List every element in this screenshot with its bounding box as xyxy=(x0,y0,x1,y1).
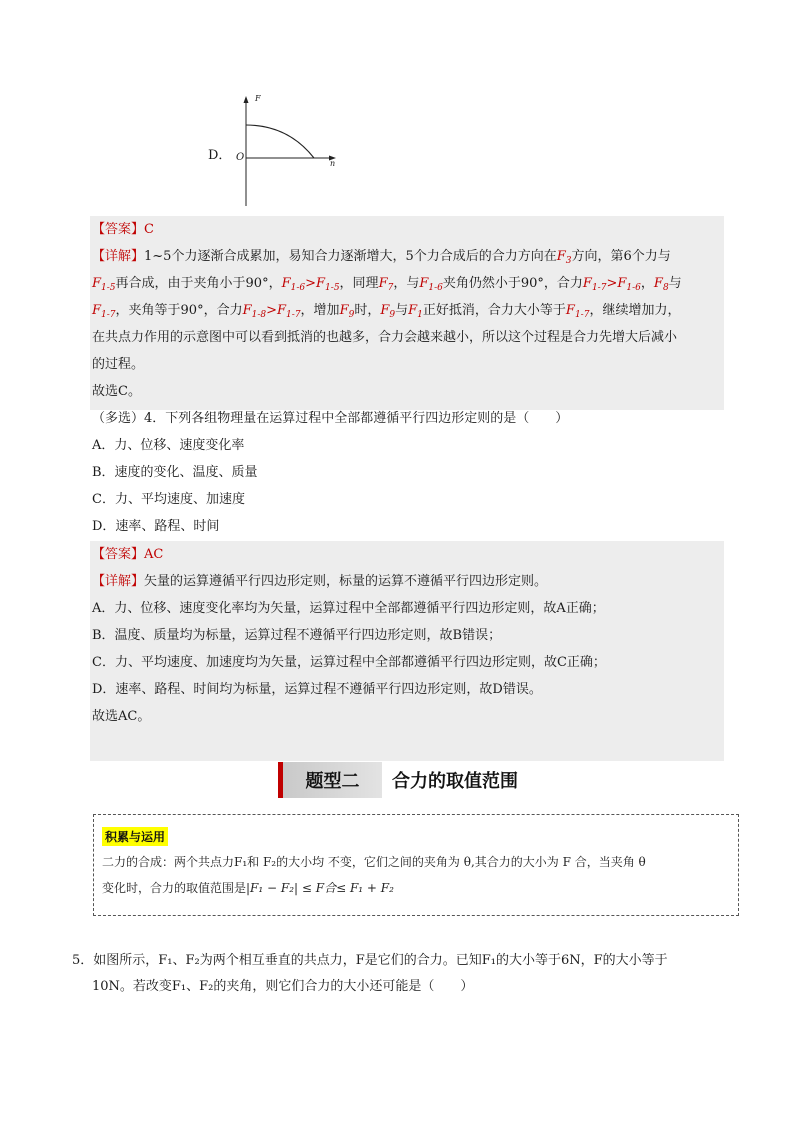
q4-detail-a: A．力、位移、速度变化率均为矢量，运算过程中全部都遵循平行四边形定则，故A正确； xyxy=(92,601,605,616)
axis-y-label: F xyxy=(255,94,261,103)
tip-line-2: 变化时，合力的取值范围是|F₁ − F₂| ≤ F合≤ F₁ + F₂ xyxy=(102,881,394,895)
q4-conclusion: 故选AC。 xyxy=(92,709,151,724)
answer-line: 【答案】C xyxy=(92,222,154,237)
option-label: D． xyxy=(208,148,232,163)
detail-line-3: $F_{1-7}$，夹角等于90°，合力$F_{1-8}>F_{1-7}$，增加$F_9$时，$F_9$与$F_1$正好抵消，合力大小等于$F_{1-7}$，继续增加力， xyxy=(92,303,681,320)
origin-label: O xyxy=(236,152,245,163)
q4-option-a: A．力、位移、速度变化率 xyxy=(92,438,245,453)
q4-detail-d: D．速率、路程、时间均为标量，运算过程不遵循平行四边形定则，故D错误。 xyxy=(92,682,542,697)
q4-detail-b: B．温度、质量均为标量，运算过程不遵循平行四边形定则，故B错误； xyxy=(92,628,502,643)
q4-option-b: B．速度的变化、温度、质量 xyxy=(92,465,258,480)
section-tag: 题型二 xyxy=(278,762,382,798)
tip-tag: 积累与运用 xyxy=(102,827,168,846)
detail-line-5: 的过程。 xyxy=(92,357,145,372)
force-graph xyxy=(228,92,340,210)
q4-option-c: C．力、平均速度、加速度 xyxy=(92,492,245,507)
q4-detail-c: C．力、平均速度、加速度均为矢量，运算过程中全部都遵循平行四边形定则，故C正确； xyxy=(92,655,606,670)
q5-line-2: 10N。若改变F₁、F₂的夹角，则它们合力的大小还可能是（ ） xyxy=(92,979,474,994)
range-formula: |F₁ − F₂| ≤ F合≤ F₁ + F₂ xyxy=(246,881,394,895)
detail-line-4: 在共点力作用的示意图中可以看到抵消的也越多，合力会越来越小，所以这个过程是合力先增大后减小 xyxy=(92,330,678,345)
q4-detail-line: 【详解】矢量的运算遵循平行四边形定则，标量的运算不遵循平行四边形定则。 xyxy=(92,574,548,589)
section-title: 合力的取值范围 xyxy=(392,771,518,792)
curve xyxy=(246,125,314,158)
section-banner xyxy=(278,762,518,798)
q4-option-d: D．速率、路程、时间 xyxy=(92,519,220,534)
q3-conclusion: 故选C。 xyxy=(92,384,141,399)
q4-stem: （多选）4．下列各组物理量在运算过程中全部都遵循平行四边形定则的是（ ） xyxy=(92,411,569,426)
q4-answer-line: 【答案】AC xyxy=(92,547,164,562)
q5-line-1: 5．如图所示，F₁、F₂为两个相互垂直的共点力，F是它们的合力。已知F₁的大小等于6N，F的大小等于 xyxy=(72,953,668,968)
detail-line-1: 【详解】1~5个力逐渐合成累加，易知合力逐渐增大，5个力合成后的合力方向在$F_3$方向，第6个力与 xyxy=(92,249,671,266)
axis-x-label: n xyxy=(330,159,336,168)
y-axis-arrow xyxy=(244,96,249,103)
detail-line-2: $F_{1-5}$再合成，由于夹角小于90°，$F_{1-6}>F_{1-5}$，同理$F_7$，与$F_{1-6}$夹角仍然小于90°，合力$F_{1-7}>F_{1-6}$，$F_8$与 xyxy=(92,276,682,293)
tip-line-1: 二力的合成：两个共点力F₁和 F₂的大小均 不变，它们之间的夹角为 θ,其合力的大小为 F 合，当夹角 θ xyxy=(102,855,646,869)
tip-box xyxy=(93,814,739,916)
